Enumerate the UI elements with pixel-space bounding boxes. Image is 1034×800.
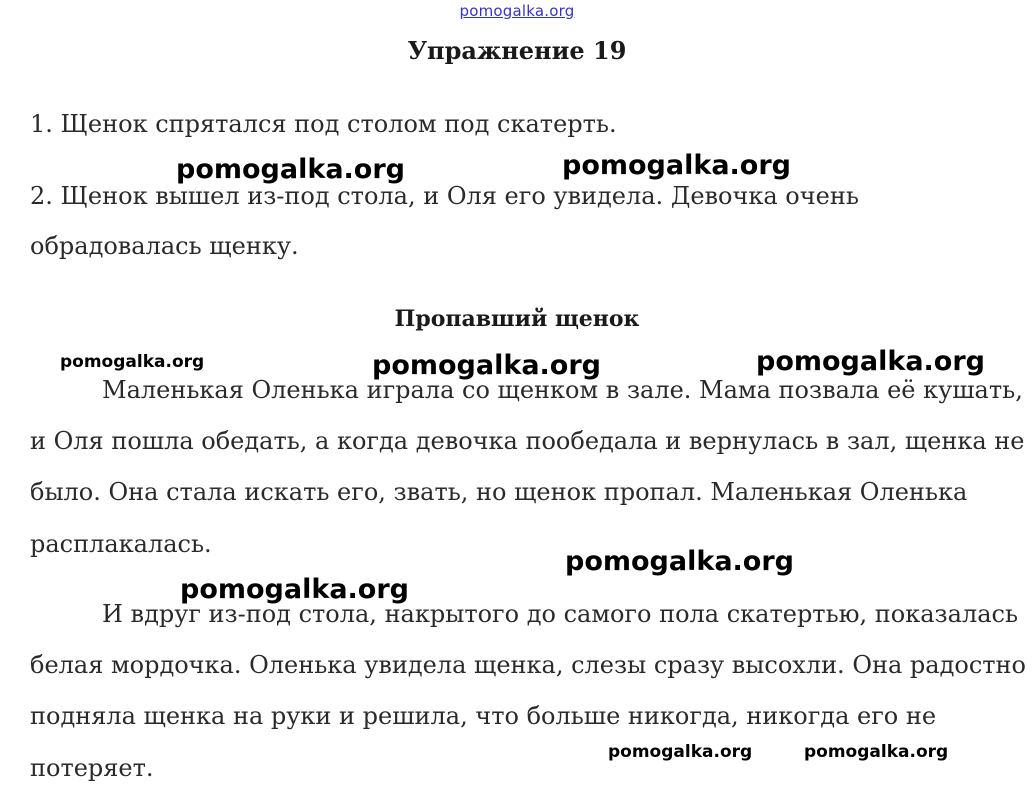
story-p1-line-1: Маленькая Оленька играла со щенком в зале. Мама позвала её кушать, [102,376,1023,404]
story-p2-line-4: потеряет. [30,754,154,782]
watermark: pomogalka.org [565,546,794,577]
answer-2-line-1: 2. Щенок вышел из-под стола, и Оля его увидела. Девочка очень [30,182,859,210]
watermark: pomogalka.org [372,350,601,381]
watermark: pomogalka.org [562,150,791,181]
story-p1-line-4: расплакалась. [30,530,212,558]
watermark: pomogalka.org [180,574,409,605]
site-header-link[interactable]: pomogalka.org [459,2,575,20]
watermark: pomogalka.org [804,742,949,762]
story-p1-line-3: было. Она стала искать его, звать, но щенок пропал. Маленькая Оленька [30,478,968,506]
watermark: pomogalka.org [756,346,985,377]
exercise-title: Упражнение 19 [407,36,627,65]
story-p1-line-2: и Оля пошла обедать, а когда девочка пообедала и вернулась в зал, щенка не [30,427,1025,455]
watermark: pomogalka.org [608,742,753,762]
watermark: pomogalka.org [60,352,205,372]
story-p2-line-2: белая мордочка. Оленька увидела щенка, слезы сразу высохли. Она радостно [30,651,1026,679]
story-title: Пропавший щенок [394,306,640,332]
story-p2-line-1: И вдруг из-под стола, накрытого до самого пола скатертью, показалась [102,600,1019,628]
watermark: pomogalka.org [176,154,405,185]
story-p2-line-3: подняла щенка на руки и решила, что больше никогда, никогда его не [30,702,937,730]
answer-2-line-2: обрадовалась щенку. [30,232,299,260]
answer-1: 1. Щенок спрятался под столом под скатерть. [30,110,617,138]
